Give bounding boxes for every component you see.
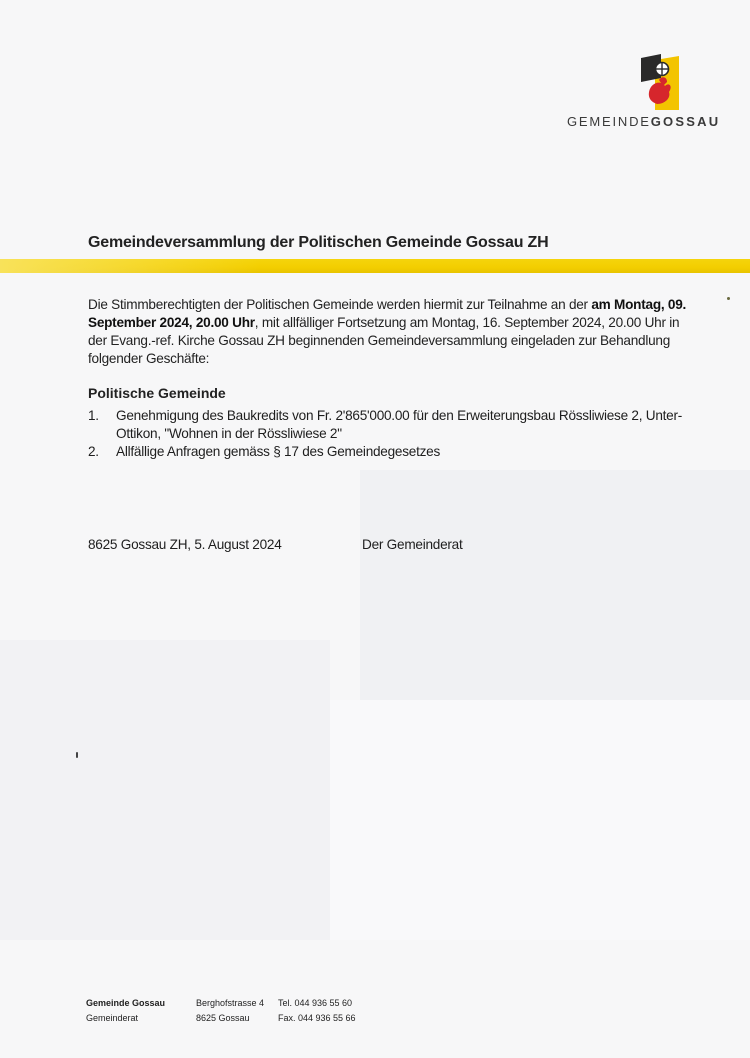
municipal-coat-of-arms-icon xyxy=(639,52,687,110)
agenda-list xyxy=(88,407,688,461)
scan-speck xyxy=(76,752,78,758)
signer: Der Gemeinderat xyxy=(362,537,463,552)
footer-city: 8625 Gossau xyxy=(196,1013,250,1023)
scan-speck xyxy=(727,297,730,300)
meeting-date: am Montag, 09. September 2024, 20.00 Uhr xyxy=(88,297,687,330)
footer-address xyxy=(196,996,264,1026)
footer-tel: Tel. 044 936 55 60 xyxy=(278,998,353,1008)
logo xyxy=(567,52,721,132)
agenda-number: 1. xyxy=(88,408,99,423)
footer-fax: Fax. 044 936 55 66 xyxy=(278,1013,356,1023)
invitation-paragraph: Die Stimmberechtigten der Politischen Gemeinde werden hiermit zur Teilnahme an der am Montag, 09. September 2024, 20.00 Uhr, mit allfälliger Fortsetzung am Montag, 16. September 2024, 20.00 Uhr in der Evang.-ref. Kirche Gossau ZH beginnenden Gemeindeversammlung eingeladen zur Behandlung folgender Geschäfte: xyxy=(88,297,687,366)
agenda-item xyxy=(88,443,688,461)
logo-wordmark: GEMEINDEGOSSAU xyxy=(567,114,721,129)
agenda-text: Genehmigung des Baukredits von Fr. 2'865'000.00 für den Erweiterungsbau Rössliwiese 2, Unter-Ottikon, "Wohnen in der Rössliwiese 2" xyxy=(116,408,683,441)
agenda-text: Allfällige Anfragen gemäss § 17 des Gemeindegesetzes xyxy=(116,444,441,459)
footer-dept: Gemeinderat xyxy=(86,1013,139,1023)
scan-shade xyxy=(360,470,750,700)
footer-contact xyxy=(278,996,356,1026)
section-heading: Politische Gemeinde xyxy=(88,385,226,401)
footer-street: Berghofstrasse 4 xyxy=(196,998,265,1008)
agenda-number: 2. xyxy=(88,444,99,459)
page-title: Gemeindeversammlung der Politischen Gemeinde Gossau ZH xyxy=(88,234,549,251)
place-date: 8625 Gossau ZH, 5. August 2024 xyxy=(88,537,282,552)
footer-org-name: Gemeinde Gossau xyxy=(86,998,166,1008)
agenda-item xyxy=(88,407,688,443)
scan-shade xyxy=(0,640,330,940)
accent-band xyxy=(0,259,750,273)
footer-organisation xyxy=(86,996,165,1026)
scan-shade xyxy=(330,700,750,940)
